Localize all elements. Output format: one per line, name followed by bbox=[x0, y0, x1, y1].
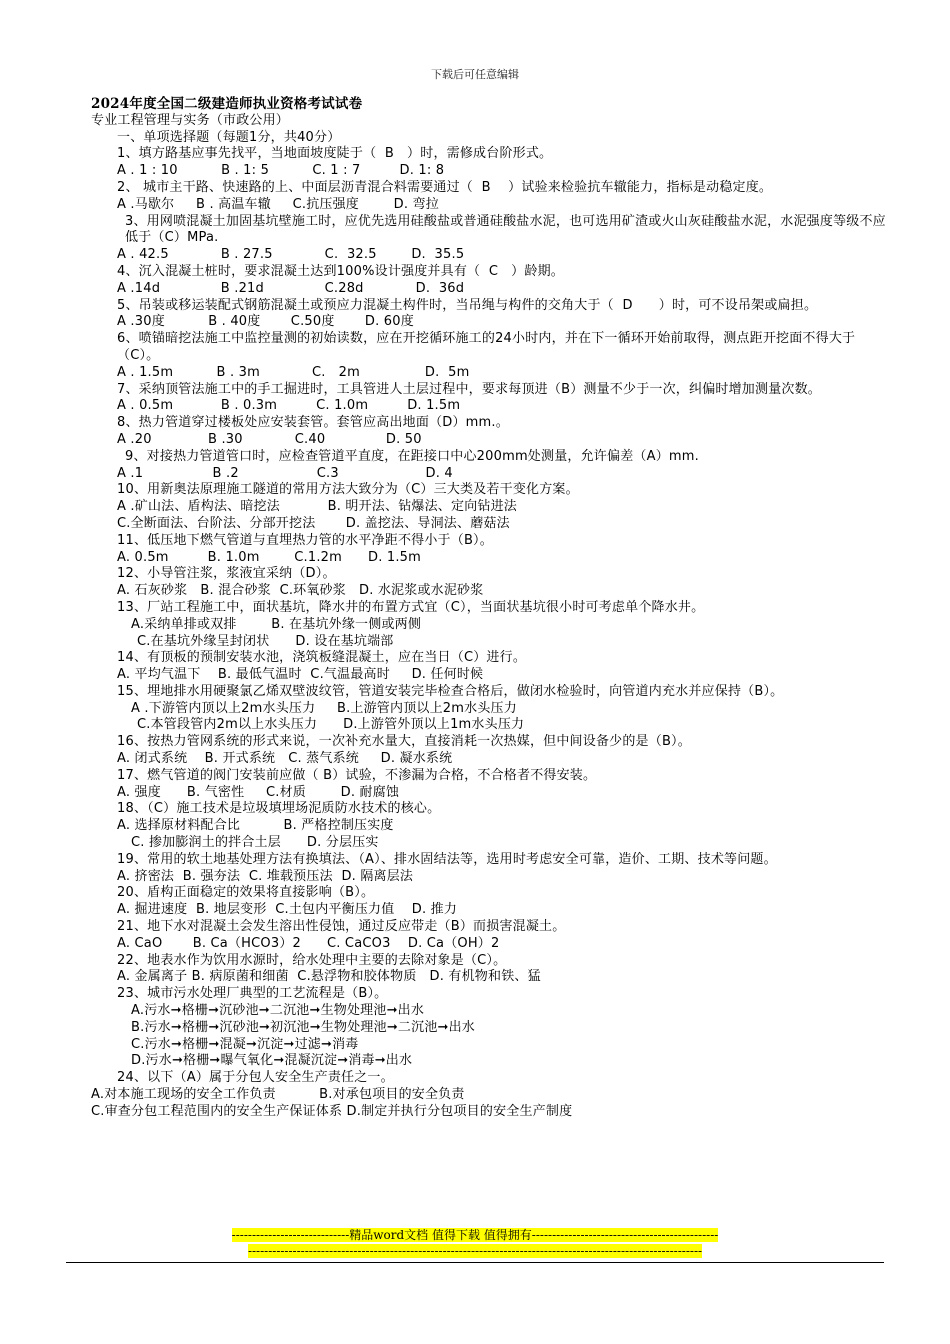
question-line: A.污水➞格栅➞沉砂池➞二沉池➞生物处理池➞出水 bbox=[131, 1003, 425, 1019]
question-line: 13、厂站工程施工中，面状基坑，降水井的布置方式宜（C），当面状基坑很小时可考虑单个降水井。 bbox=[117, 599, 705, 615]
question-line: A .20 B .30 C.40 D. 50 bbox=[117, 431, 422, 447]
question-line: C.本管段管内2m以上水头压力 D.上游管外顶以上1m水头压力 bbox=[137, 717, 525, 733]
question-line: A .矿山法、盾构法、暗挖法 B. 明开法、钻爆法、定向钻进法 bbox=[117, 499, 517, 515]
question-line: C.全断面法、台阶法、分部开挖法 D. 盖挖法、导洞法、蘑菇法 bbox=[117, 515, 510, 531]
question-line: C.在基坑外缘呈封闭状 D. 设在基坑端部 bbox=[137, 633, 394, 649]
question-line: 3、用网喷混凝土加固基坑壁施工时，应优先选用硅酸盐或普通硅酸盐水泥，也可选用矿渣或火山灰硅酸盐水泥，水泥强度等级不应低于（C）MPa. bbox=[125, 213, 886, 246]
exam-document bbox=[91, 96, 891, 1121]
question-line: 23、城市污水处理厂典型的工艺流程是（B）。 bbox=[117, 986, 388, 1002]
question-line: 19、常用的软土地基处理方法有换填法、（A）、排水固结法等，选用时考虑安全可靠，造价、工期、技术等问题。 bbox=[117, 851, 777, 867]
question-line: A .下游管内顶以上2m水头压力 B.上游管内顶以上2m水头压力 bbox=[131, 700, 517, 716]
question-line: A. 闭式系统 B. 开式系统 C. 蒸气系统 D. 凝水系统 bbox=[117, 751, 453, 767]
question-line: A. 0.5m B. 1.0m C.1.2m D. 1.5m bbox=[117, 549, 421, 565]
question-line: A .1 B .2 C.3 D. 4 bbox=[117, 465, 453, 481]
question-line: 16、按热力管网系统的形式来说，一次补充水量大，直接消耗一次热媒，但中间设备少的是（B）。 bbox=[117, 734, 691, 750]
question-line: 9、对接热力管道管口时，应检查管道平直度，在距接口中心200mm处测量，允许偏差（A）mm. bbox=[125, 448, 699, 464]
question-line: C.审查分包工程范围内的安全生产保证体系 D.制定并执行分包项目的安全生产制度 bbox=[91, 1103, 573, 1119]
question-line: A.采纳单排或双排 B. 在基坑外缘一侧或两侧 bbox=[131, 616, 422, 632]
question-line: 18、（C）施工技术是垃圾填埋场泥质防水技术的核心。 bbox=[117, 801, 441, 817]
question-line: 21、地下水对混凝土会发生溶出性侵蚀，通过反应带走（B）而损害混凝土。 bbox=[117, 919, 566, 935]
question-line: C. 掺加膨润土的拌合土层 D. 分层压实 bbox=[131, 835, 379, 851]
question-line: A .马歇尔 B . 高温车辙 C.抗压强度 D. 弯拉 bbox=[117, 196, 439, 212]
question-line: A. 石灰砂浆 B. 混合砂浆 C.环氧砂浆 D. 水泥浆或水泥砂浆 bbox=[117, 583, 484, 599]
question-line: A. 强度 B. 气密性 C.材质 D. 耐腐蚀 bbox=[117, 784, 400, 800]
subtitle: 专业工程管理与实务（市政公用） bbox=[91, 112, 290, 128]
question-line: 10、用新奥法原理施工隧道的常用方法大致分为（C）三大类及若干变化方案。 bbox=[117, 482, 579, 498]
question-line: A . 42.5 B . 27.5 C. 32.5 D. 35.5 bbox=[117, 247, 465, 263]
question-line: D.污水➞格栅➞曝气氧化➞混凝沉淀➞消毒➞出水 bbox=[131, 1053, 413, 1069]
question-line: 5、吊装或移运装配式钢筋混凝土或预应力混凝土构件时，当吊绳与构件的交角大于（ D ）时，可不设吊架或扁担。 bbox=[117, 297, 818, 313]
question-line: A. 金属离子 B. 病原菌和细菌 C.悬浮物和胶体物质 D. 有机物和铁、猛 bbox=[117, 969, 541, 985]
page-title: 2024年度全国二级建造师执业资格考试试卷 bbox=[91, 96, 363, 112]
header-note: 下载后可任意编辑 bbox=[431, 68, 519, 81]
promo-banner-text-1: -----------------------------精品word文档 值得下载 值得拥有---------------------------------------------- bbox=[231, 1228, 719, 1242]
promo-banner-line-2 bbox=[0, 1244, 950, 1258]
question-line: A . 1.5m B . 3m C. 2m D. 5m bbox=[117, 364, 470, 380]
question-line: 15、埋地排水用硬聚氯乙烯双壁波纹管，管道安装完毕检查合格后，做闭水检验时，向管道内充水并应保持（B）。 bbox=[117, 683, 784, 699]
question-line: 6、喷锚暗挖法施工中监控量测的初始读数，应在开挖循环施工的24小时内，并在下一循环开始前取得，测点距开挖面不得大于（C）。 bbox=[117, 331, 856, 363]
question-line: A. CaO B. Ca（HCO3）2 C. CaCO3 D. Ca（OH）2 bbox=[117, 935, 500, 951]
question-line: A .30度 B . 40度 C.50度 D. 60度 bbox=[117, 314, 414, 330]
question-line: B.污水➞格栅➞沉砂池➞初沉池➞生物处理池➞二沉池➞出水 bbox=[131, 1019, 476, 1035]
promo-banner-line-1 bbox=[0, 1228, 950, 1242]
question-line: 22、地表水作为饮用水源时，给水处理中主要的去除对象是（C）。 bbox=[117, 952, 507, 968]
question-line: 24、以下（A）属于分包人安全生产责任之一。 bbox=[117, 1070, 394, 1086]
question-line: C.污水➞格栅➞混凝➞沉淀➞过滤➞消毒 bbox=[131, 1036, 359, 1052]
footer-rule bbox=[66, 1262, 884, 1263]
question-line: A .14d B .21d C.28d D. 36d bbox=[117, 280, 465, 296]
question-line: 8、热力管道穿过楼板处应安装套管。套管应高出地面（D）mm.。 bbox=[117, 415, 509, 431]
question-line: 12、小导管注浆，浆液宜采纳（D）。 bbox=[117, 566, 336, 582]
question-line: 4、沉入混凝土桩时，要求混凝土达到100%设计强度并具有（ C ）龄期。 bbox=[117, 263, 564, 279]
question-line: A . 1 : 10 B . 1: 5 C. 1 : 7 D. 1: 8 bbox=[117, 163, 445, 179]
question-line: A.对本施工现场的安全工作负责 B.对承包项目的安全负责 bbox=[91, 1087, 465, 1103]
question-line: 1、填方路基应事先找平，当地面坡度陡于（ B ）时，需修成台阶形式。 bbox=[117, 146, 553, 162]
question-line: 14、有顶板的预制安装水池，浇筑板缝混凝土，应在当日（C）进行。 bbox=[117, 650, 527, 666]
question-line: 一、单项选择题（每题1分，共40分） bbox=[117, 129, 341, 145]
promo-banner-text-2: ---------------------------------------------------------------------------------------------------------------- bbox=[247, 1244, 703, 1258]
question-line: A. 挤密法 B. 强夯法 C. 堆载预压法 D. 隔离层法 bbox=[117, 868, 414, 884]
question-line: A. 掘进速度 B. 地层变形 C.土包内平衡压力值 D. 推力 bbox=[117, 902, 458, 918]
question-line: A. 平均气温下 B. 最低气温时 C.气温最高时 D. 任何时候 bbox=[117, 667, 484, 683]
question-line: A. 选择原材料配合比 B. 严格控制压实度 bbox=[117, 818, 394, 834]
question-line: 17、燃气管道的阀门安装前应做（ B）试验，不渗漏为合格，不合格者不得安装。 bbox=[117, 767, 597, 783]
question-line: 11、低压地下燃气管道与直埋热力管的水平净距不得小于（B）。 bbox=[117, 532, 493, 548]
question-line: A . 0.5m B . 0.3m C. 1.0m D. 1.5m bbox=[117, 398, 461, 414]
question-list bbox=[91, 130, 891, 1121]
question-line: 2、 城市主干路、快速路的上、中面层沥青混合料需要通过（ B ）试验来检验抗车辙能力，指标是动稳定度。 bbox=[117, 179, 773, 195]
question-line: 20、盾构正面稳定的效果将直接影响（B）。 bbox=[117, 885, 375, 901]
question-line: 7、采纳顶管法施工中的手工掘进时，工具管进人土层过程中，要求每顶进（B）测量不少于一次，纠偏时增加测量次数。 bbox=[117, 381, 821, 397]
